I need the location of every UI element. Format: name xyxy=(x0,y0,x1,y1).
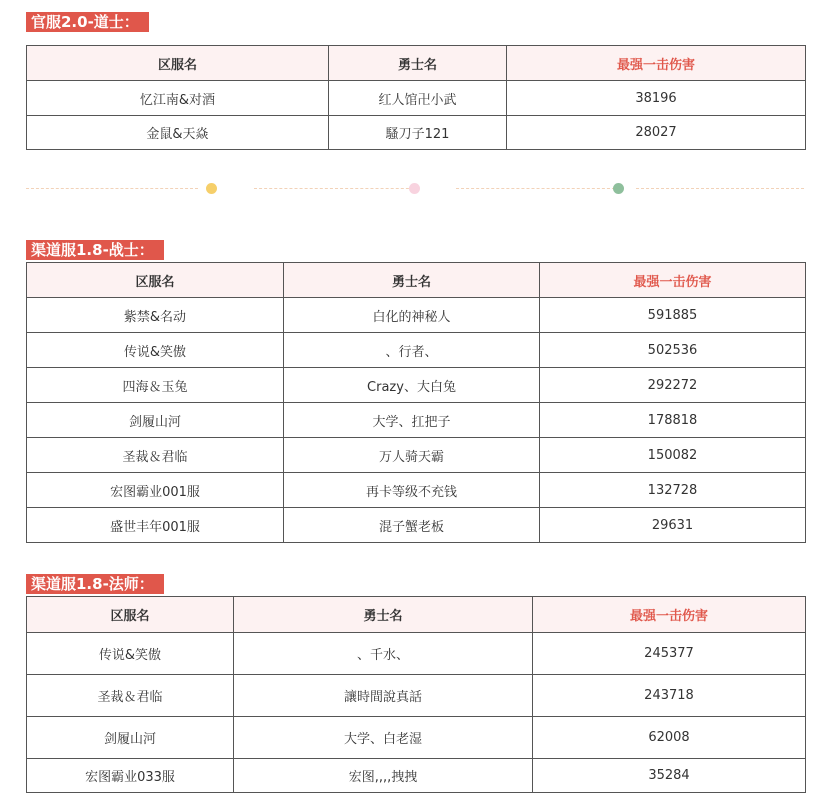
header-warrior: 勇士名 xyxy=(284,263,540,298)
header-server: 区服名 xyxy=(27,597,234,633)
cell-server: 圣裁＆君临 xyxy=(27,438,284,473)
table-row xyxy=(27,368,806,403)
cell-server: 圣裁＆君临 xyxy=(27,675,234,717)
cell-damage: 35284 xyxy=(533,759,806,793)
pink-dot-icon xyxy=(409,183,420,194)
cell-damage: 243718 xyxy=(533,675,806,717)
table-row xyxy=(27,333,806,368)
cell-damage: 29631 xyxy=(540,508,806,543)
table-header-row xyxy=(27,597,806,633)
header-warrior: 勇士名 xyxy=(329,46,507,81)
table-header-row xyxy=(27,263,806,298)
cell-warrior: 再卡等级不充钱 xyxy=(284,473,540,508)
table-row xyxy=(27,298,806,333)
section-title: 官服2.0-道士： xyxy=(26,12,149,32)
table-row xyxy=(27,759,806,793)
table-row xyxy=(27,438,806,473)
section-title: 渠道服1.8-法师： xyxy=(26,574,164,594)
green-dot-icon xyxy=(613,183,624,194)
cell-warrior: 白化的神秘人 xyxy=(284,298,540,333)
cell-warrior: 、千水、 xyxy=(234,633,533,675)
cell-damage: 502536 xyxy=(540,333,806,368)
cell-warrior: 騷刀子121 xyxy=(329,116,507,150)
cell-server: 紫禁&名动 xyxy=(27,298,284,333)
header-damage: 最强一击伤害 xyxy=(540,263,806,298)
cell-damage: 178818 xyxy=(540,403,806,438)
header-damage: 最强一击伤害 xyxy=(533,597,806,633)
cell-warrior: 大学、白老湿 xyxy=(234,717,533,759)
cell-warrior: Crazy、大白兔 xyxy=(284,368,540,403)
cell-server: 传说&笑傲 xyxy=(27,333,284,368)
cell-server: 剑履山河 xyxy=(27,717,234,759)
table-row xyxy=(27,81,806,116)
table-header-row xyxy=(27,46,806,81)
cell-damage: 62008 xyxy=(533,717,806,759)
table-row xyxy=(27,717,806,759)
header-server: 区服名 xyxy=(27,46,329,81)
cell-warrior: 讓時間說真話 xyxy=(234,675,533,717)
cell-warrior: 混子蟹老板 xyxy=(284,508,540,543)
yellow-dot-icon xyxy=(206,183,217,194)
header-warrior: 勇士名 xyxy=(234,597,533,633)
section-taoist xyxy=(26,12,695,142)
cell-damage: 245377 xyxy=(533,633,806,675)
cell-server: 忆江南&对酒 xyxy=(27,81,329,116)
table-row xyxy=(27,473,806,508)
cell-server: 宏图霸业033服 xyxy=(27,759,234,793)
cell-server: 传说&笑傲 xyxy=(27,633,234,675)
cell-warrior: 大学、扛把子 xyxy=(284,403,540,438)
cell-damage: 591885 xyxy=(540,298,806,333)
table-row xyxy=(27,116,806,150)
cell-server: 剑履山河 xyxy=(27,403,284,438)
section-mage xyxy=(26,574,708,785)
table-row xyxy=(27,675,806,717)
cell-warrior: 红人馆卍小武 xyxy=(329,81,507,116)
cell-server: 四海＆玉兔 xyxy=(27,368,284,403)
cell-server: 盛世丰年001服 xyxy=(27,508,284,543)
table-row xyxy=(27,403,806,438)
table-row xyxy=(27,633,806,675)
cell-warrior: 宏图,,,,拽拽 xyxy=(234,759,533,793)
section-divider xyxy=(26,188,804,189)
ranking-table xyxy=(26,45,806,150)
cell-damage: 132728 xyxy=(540,473,806,508)
section-title: 渠道服1.8-战士： xyxy=(26,240,164,260)
cell-warrior: 、行者、 xyxy=(284,333,540,368)
ranking-table xyxy=(26,262,806,543)
cell-damage: 150082 xyxy=(540,438,806,473)
header-damage: 最强一击伤害 xyxy=(507,46,806,81)
cell-server: 宏图霸业001服 xyxy=(27,473,284,508)
cell-warrior: 万人骑天霸 xyxy=(284,438,540,473)
header-server: 区服名 xyxy=(27,263,284,298)
cell-damage: 38196 xyxy=(507,81,806,116)
cell-damage: 28027 xyxy=(507,116,806,150)
ranking-table xyxy=(26,596,806,793)
table-row xyxy=(27,508,806,543)
cell-server: 金鼠&天焱 xyxy=(27,116,329,150)
cell-damage: 292272 xyxy=(540,368,806,403)
section-warrior xyxy=(26,240,712,535)
